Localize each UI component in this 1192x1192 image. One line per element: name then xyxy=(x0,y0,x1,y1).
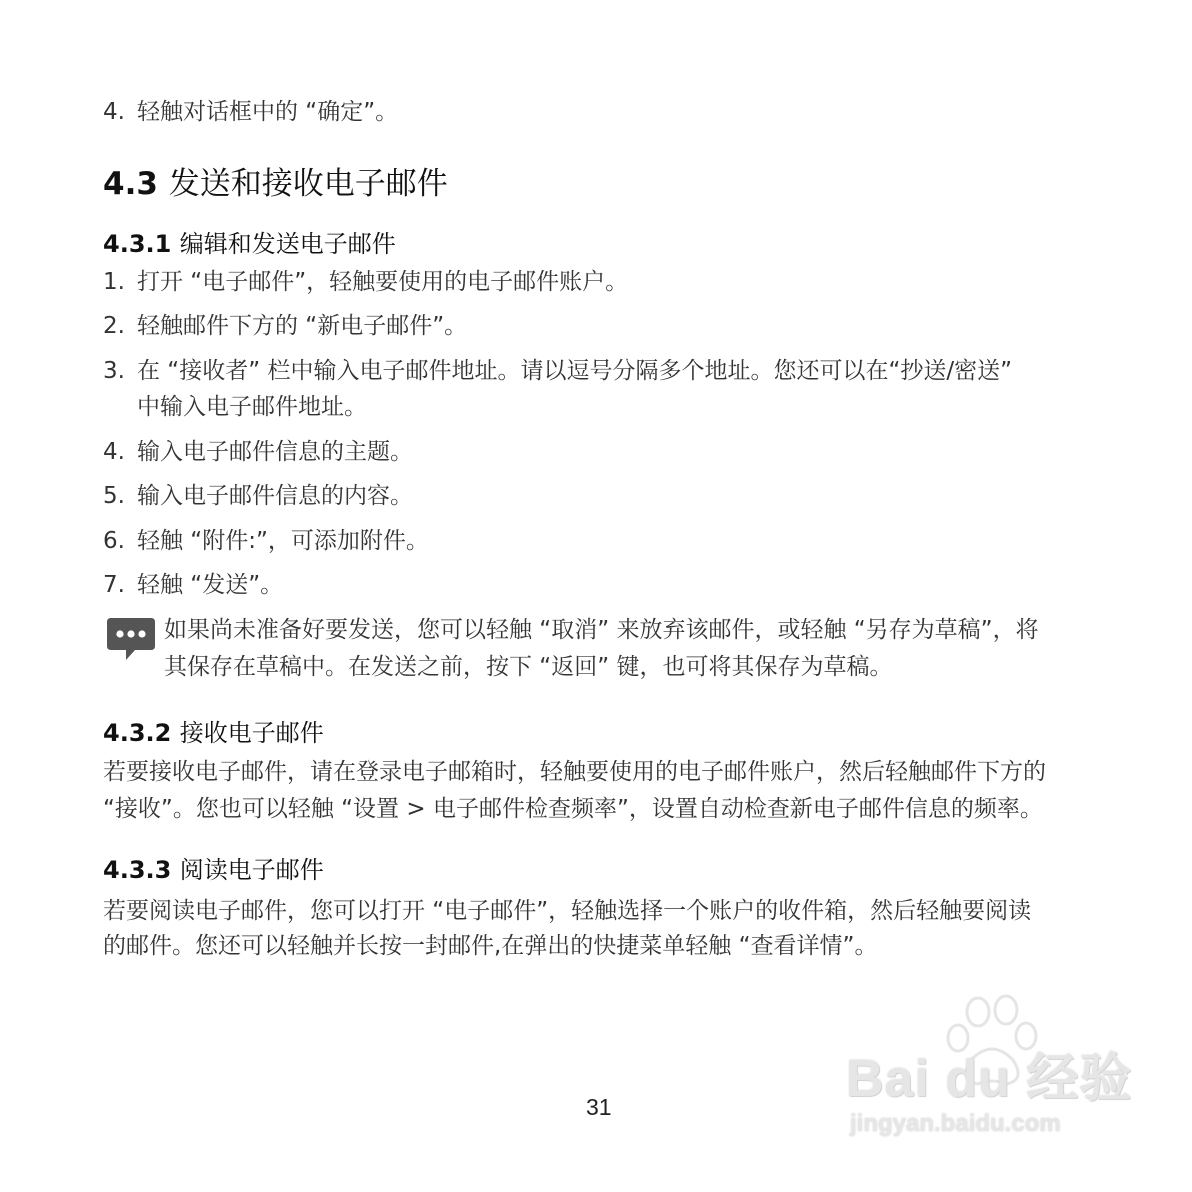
subsection-number: 4.3.2 xyxy=(103,719,172,747)
subsection-title: 接收电子邮件 xyxy=(179,719,324,747)
step-item xyxy=(103,526,429,556)
speech-bubble-icon xyxy=(106,617,156,661)
page-number: 31 xyxy=(586,1094,612,1120)
step-text: 打开 “电子邮件”，轻触要使用的电子邮件账户。 xyxy=(137,269,629,295)
paragraph-line: “接收”。您也可以轻触 “设置 > 电子邮件检查频率”，设置自动检查新电子邮件信息的频率。 xyxy=(103,796,1043,822)
step-number: 7. xyxy=(103,572,125,598)
step-number: 6. xyxy=(103,528,125,554)
step-item xyxy=(103,97,398,127)
step-text: 输入电子邮件信息的主题。 xyxy=(137,439,413,465)
step-text: 在 “接收者” 栏中输入电子邮件地址。请以逗号分隔多个地址。您还可以在“抄送/密送” xyxy=(137,358,1013,384)
subsection-number: 4.3.3 xyxy=(103,856,172,884)
step-item xyxy=(103,356,1012,386)
step-number: 1. xyxy=(103,269,125,295)
step-item xyxy=(103,570,283,600)
section-heading xyxy=(103,158,448,203)
step-number: 3. xyxy=(103,358,125,384)
paragraph-line: 若要接收电子邮件，请在登录电子邮箱时，轻触要使用的电子邮件账户，然后轻触邮件下方的 xyxy=(103,759,1046,785)
step-item xyxy=(103,267,628,297)
step-text: 轻触邮件下方的 “新电子邮件”。 xyxy=(137,313,468,339)
subsection-title: 阅读电子邮件 xyxy=(179,856,324,884)
step-text-continuation: 中输入电子邮件地址。 xyxy=(137,394,367,420)
step-number: 5. xyxy=(103,483,125,509)
step-item xyxy=(103,311,467,341)
step-item xyxy=(103,437,413,467)
step-text: 轻触 “发送”。 xyxy=(137,572,284,598)
step-number: 4. xyxy=(103,439,125,465)
step-text: 轻触 “附件:”，可添加附件。 xyxy=(137,528,429,554)
step-number: 2. xyxy=(103,313,125,339)
subsection-title: 编辑和发送电子邮件 xyxy=(179,230,396,258)
watermark-brand: Bai du 经验 xyxy=(846,1050,1133,1108)
note-text: 其保存在草稿中。在发送之前，按下 “返回” 键，也可将其保存为草稿。 xyxy=(164,654,893,680)
subsection-heading xyxy=(103,850,324,885)
section-number: 4.3 xyxy=(103,166,158,202)
subsection-heading xyxy=(103,224,396,259)
step-text: 输入电子邮件信息的内容。 xyxy=(137,483,413,509)
step-item xyxy=(103,481,413,511)
subsection-heading xyxy=(103,713,324,748)
section-title: 发送和接收电子邮件 xyxy=(168,166,448,202)
paragraph-line: 若要阅读电子邮件，您可以打开 “电子邮件”，轻触选择一个账户的收件箱，然后轻触要阅读 xyxy=(103,898,1032,924)
note-text: 如果尚未准备好要发送，您可以轻触 “取消” 来放弃该邮件，或轻触 “另存为草稿”，将 xyxy=(164,617,1039,643)
subsection-number: 4.3.1 xyxy=(103,230,172,258)
step-number: 4. xyxy=(103,99,125,125)
step-text: 轻触对话框中的 “确定”。 xyxy=(137,99,399,125)
paragraph-line: 的邮件。您还可以轻触并长按一封邮件,在弹出的快捷菜单轻触 “查看详情”。 xyxy=(103,933,878,959)
watermark-url: jingyan.baidu.com xyxy=(850,1110,1061,1137)
